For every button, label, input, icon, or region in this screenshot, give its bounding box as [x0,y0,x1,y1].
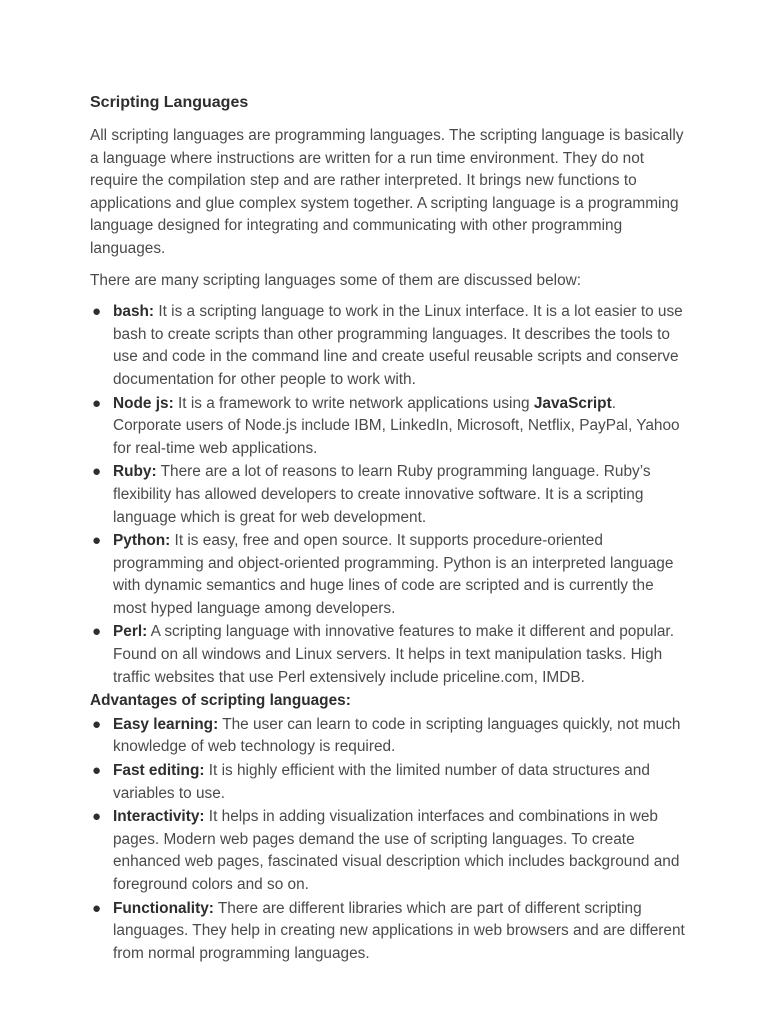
list-item-term: Interactivity: [113,808,205,826]
list-item-term: Easy learning: [113,715,219,733]
bullet-icon: ● [92,808,102,826]
list-item-text: A scripting language with innovative features to make it different and popular. Found on all windows and Linux servers. It helps in text manipulation tasks. High traffic websites that use Perl extensively include priceline.com, IMDB. [113,623,674,686]
bullet-icon: ● [92,899,102,917]
bullet-icon: ● [92,463,102,481]
list-item-perl [90,621,688,689]
bullet-icon: ● [92,762,102,780]
bullet-icon: ● [92,623,102,641]
bullet-icon: ● [92,715,102,733]
list-item-term: Python: [113,532,171,550]
list-item-term: Node js: [113,394,174,412]
list-item-nodejs [90,393,688,461]
list-item-text: It is easy, free and open source. It supports procedure-oriented programming and object-oriented programming. Python is an interpreted language with dynamic semantics and huge lines of code are scripted and is currently the most hyped language among developers. [113,532,674,617]
list-item-python [90,530,688,620]
bullet-icon: ● [92,303,102,321]
languages-list [90,301,688,689]
list-item-functionality [90,898,688,966]
list-item-fast-editing [90,760,688,805]
list-item-text: It is highly efficient with the limited number of data structures and variables to use. [113,762,650,802]
list-item-term: Fast editing: [113,762,205,780]
intro-paragraph: All scripting languages are programming languages. The scripting language is basically a language where instructions are written for a run time environment. They do not require the compilation step and are rather interpreted. It brings new functions to applications and glue complex system together. A scripting language is a programming language designed for integrating and communicating with other programming languages. [90,127,684,257]
list-item-term: Perl: [113,623,148,641]
list-item-text: The user can learn to code in scripting languages quickly, not much knowledge of web technology is required. [113,715,681,756]
list-item-bash [90,301,688,391]
discussion-intro-paragraph: There are many scripting languages some of them are discussed below: [90,271,582,289]
list-item-text: . Corporate users of Node.js include IBM, LinkedIn, Microsoft, Netflix, PayPal, Yahoo for real-time web applications. [113,394,680,457]
list-item-term: Functionality: [113,899,214,917]
list-item-text: It helps in adding visualization interfaces and combinations in web pages. Modern web pages demand the use of scripting languages. To create enhanced web pages, fascinated visual description which includes background and foreground colors and so on. [113,808,680,893]
list-item-term: bash: [113,303,155,321]
page-title: Scripting Languages [90,94,249,111]
advantages-heading: Advantages of scripting languages: [90,692,351,710]
bullet-icon: ● [92,394,102,412]
list-item-ruby [90,461,688,529]
list-item-easy-learning [90,714,688,759]
advantages-list [90,714,688,966]
list-item-text: There are a lot of reasons to learn Ruby programming language. Ruby’s flexibility has allowed developers to create innovative software. It is a scripting language which is great for web development. [113,463,651,526]
list-item-term: Ruby: [113,463,157,481]
list-item-interactivity [90,806,688,896]
list-item-text: It is a scripting language to work in the Linux interface. It is a lot easier to use bash to create scripts than other programming languages. It describes the tools to use and code in the command line and create useful reusable scripts and conserve documentation for other people to work with. [113,303,683,388]
bullet-icon: ● [92,532,102,550]
list-item-emphasis: JavaScript [533,394,612,412]
list-item-text: It is a framework to write network applications using [173,394,534,412]
list-item-text: There are different libraries which are part of different scripting languages. They help in creating new applications in web browsers and are different from normal programming languages. [113,899,685,962]
